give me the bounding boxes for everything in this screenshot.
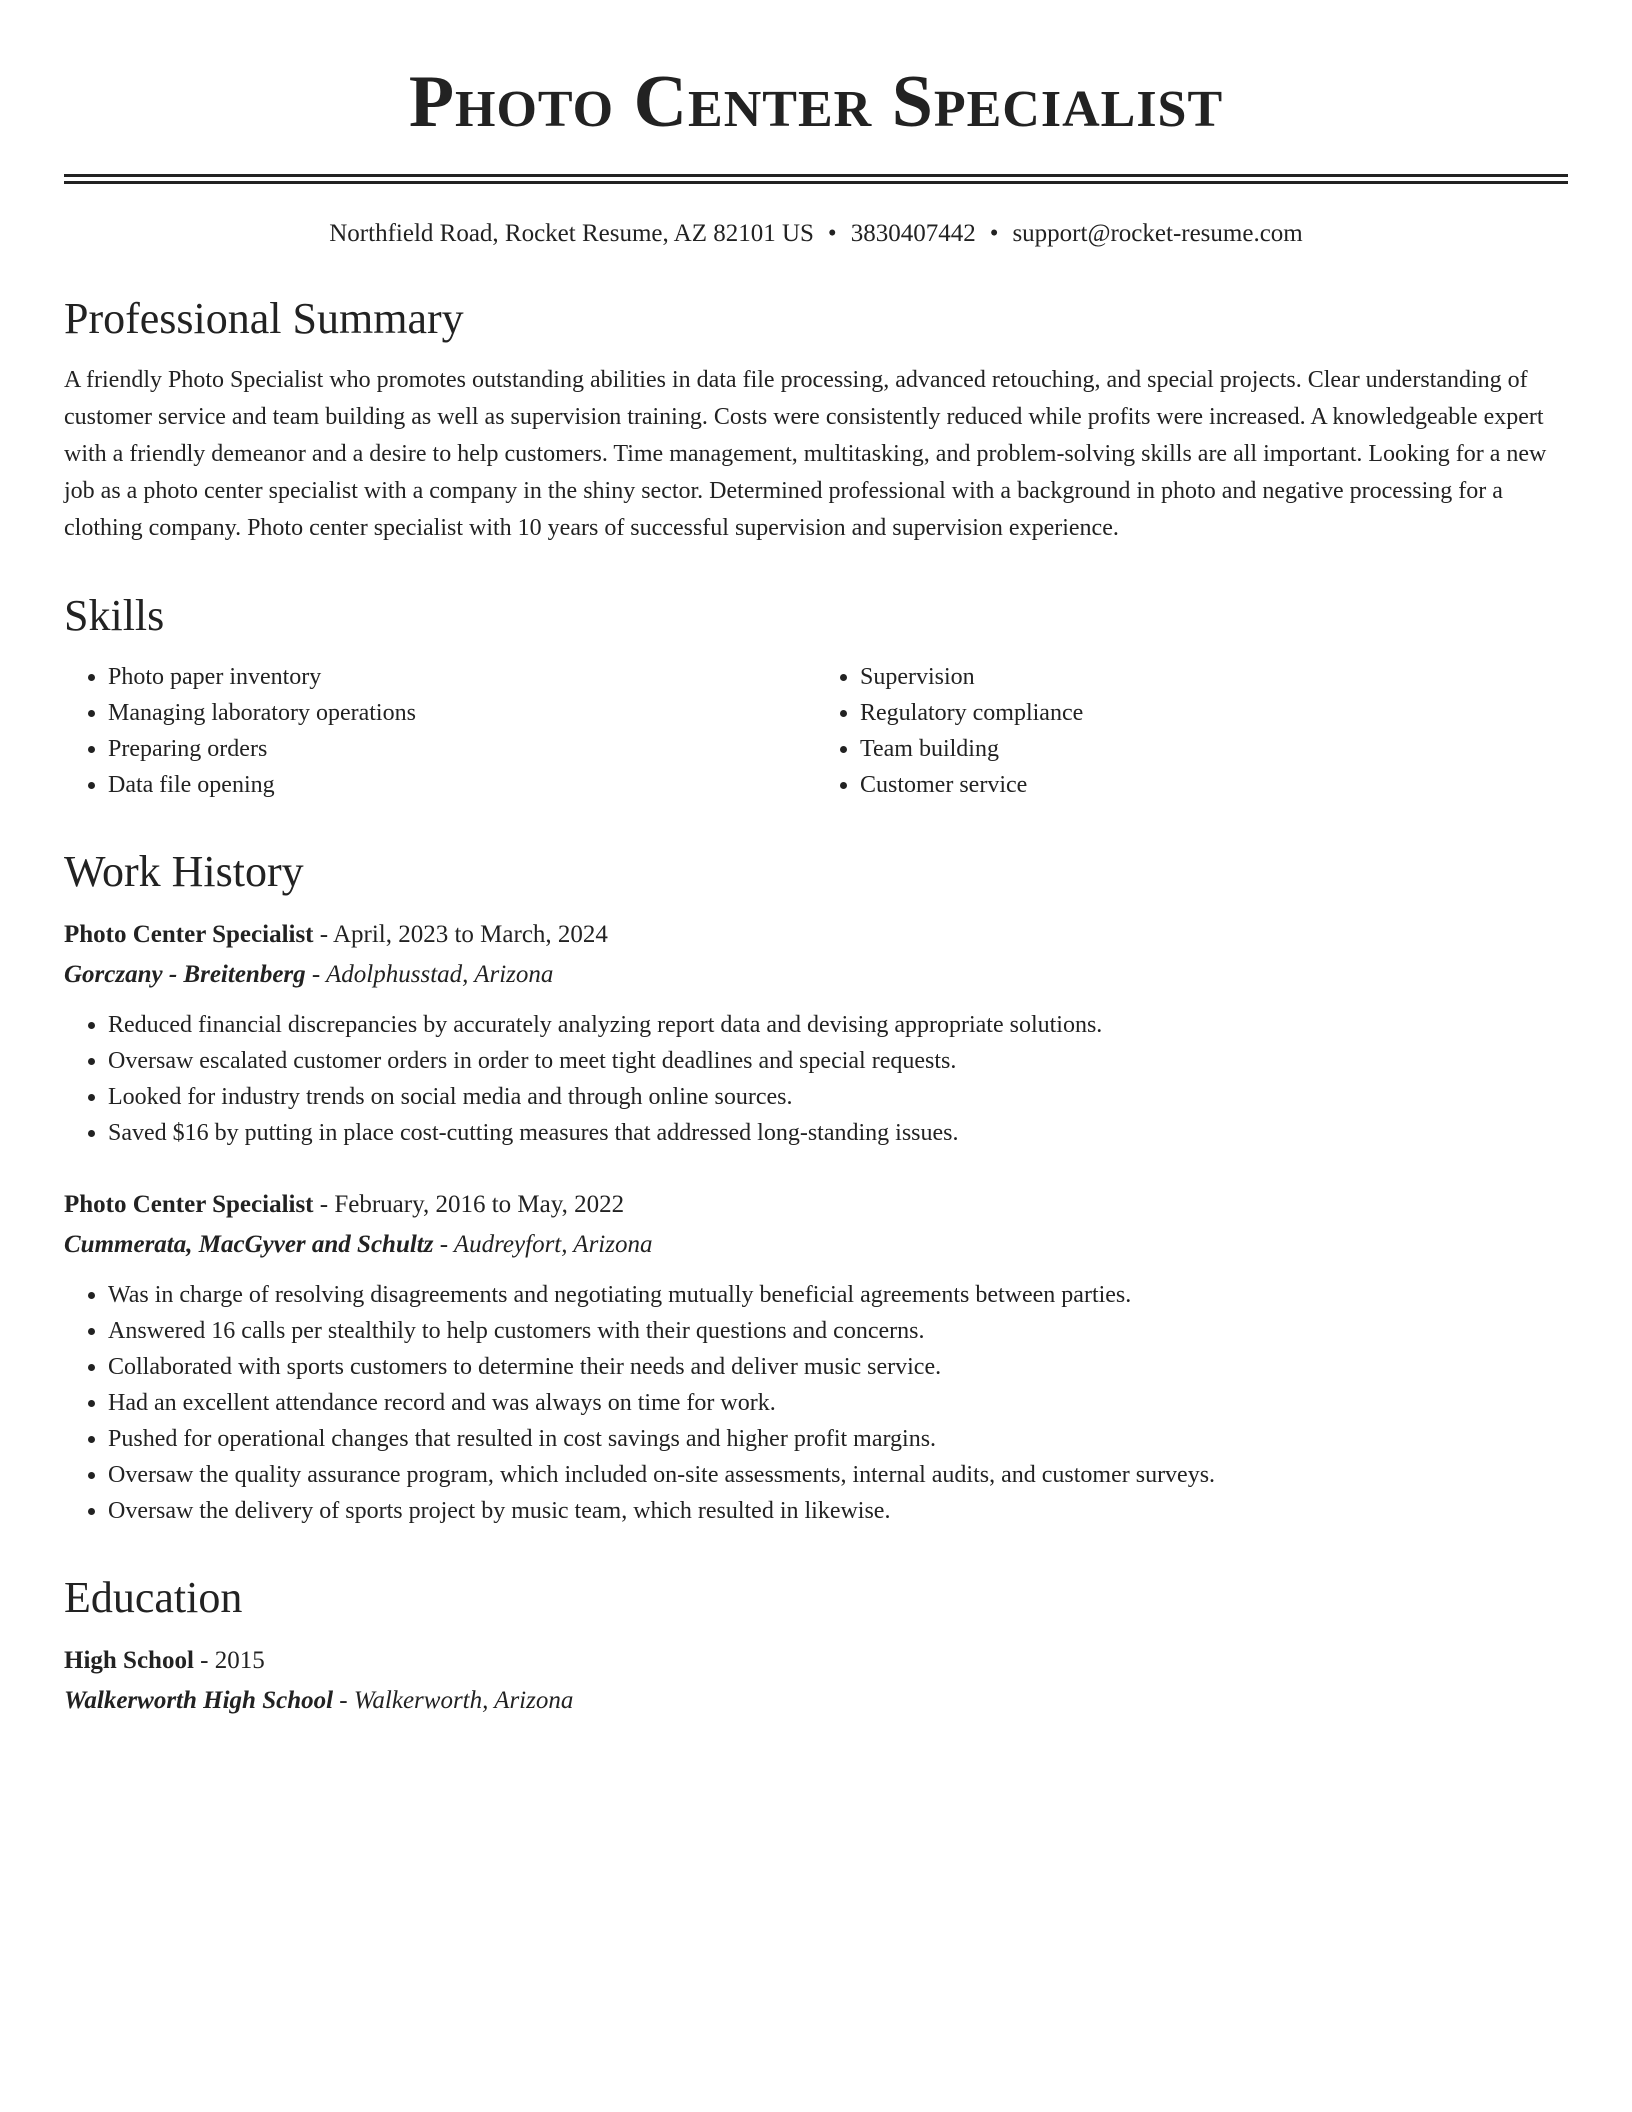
- job-title-line: Photo Center Specialist - April, 2023 to March, 2024: [64, 921, 608, 948]
- summary-heading: Professional Summary: [64, 294, 464, 343]
- job-company-line: Cummerata, MacGyver and Schultz - Audreyfort, Arizona: [64, 1231, 653, 1258]
- job-entry: [64, 915, 1568, 1151]
- education-school: Walkerworth High School: [64, 1687, 334, 1714]
- education-location: Walkerworth, Arizona: [353, 1687, 574, 1714]
- job-bullet: • Was in charge of resolving disagreements and negotiating mutually beneficial agreements between parties.: [108, 1277, 1568, 1313]
- skills-heading: Skills: [64, 591, 165, 640]
- job-bullet: • Collaborated with sports customers to determine their needs and deliver music service.: [108, 1349, 1568, 1385]
- job-entry: [64, 1185, 1568, 1529]
- job-bullets: [64, 1007, 1568, 1151]
- job-title: Photo Center Specialist: [64, 1191, 314, 1218]
- skill-item: • Supervision: [860, 659, 1568, 695]
- job-bullet: • Answered 16 calls per stealthily to help customers with their questions and concerns.: [108, 1313, 1568, 1349]
- contact-address: Northfield Road, Rocket Resume, AZ 82101 US: [329, 220, 814, 247]
- job-dates: February, 2016 to May, 2022: [334, 1191, 625, 1218]
- contact-separator: •: [989, 220, 999, 247]
- job-bullet: • Oversaw escalated customer orders in order to meet tight deadlines and special requests.: [108, 1043, 1568, 1079]
- skill-item: • Customer service: [860, 767, 1568, 803]
- education-school-line: Walkerworth High School - Walkerworth, Arizona: [64, 1687, 574, 1714]
- skill-item: • Regulatory compliance: [860, 695, 1568, 731]
- job-title-line: Photo Center Specialist - February, 2016 to May, 2022: [64, 1191, 625, 1218]
- resume-title: Photo Center Specialist: [408, 61, 1224, 143]
- job-company: Cummerata, MacGyver and Schultz: [64, 1231, 434, 1258]
- contact-separator: •: [827, 220, 837, 247]
- job-bullet: • Saved $16 by putting in place cost-cutting measures that addressed long-standing issues.: [108, 1115, 1568, 1151]
- job-bullets: [64, 1277, 1568, 1529]
- skills-list-left: [64, 659, 816, 803]
- job-bullet: • Oversaw the quality assurance program, which included on-site assessments, internal audits, and customer surveys.: [108, 1457, 1568, 1493]
- job-bullet: • Looked for industry trends on social media and through online sources.: [108, 1079, 1568, 1115]
- education-year: 2015: [214, 1647, 265, 1674]
- job-company: Gorczany - Breitenberg: [64, 961, 306, 988]
- contact-email: support@rocket-resume.com: [1012, 220, 1303, 247]
- job-location: Audreyfort, Arizona: [453, 1231, 653, 1258]
- skills-list-right: [816, 659, 1568, 803]
- job-title: Photo Center Specialist: [64, 921, 314, 948]
- title-double-rule: [64, 174, 1568, 184]
- job-bullet: • Had an excellent attendance record and was always on time for work.: [108, 1385, 1568, 1421]
- education-degree: High School: [64, 1647, 194, 1674]
- skill-item: • Team building: [860, 731, 1568, 767]
- skill-item: • Photo paper inventory: [108, 659, 816, 695]
- skills-columns: [64, 659, 1568, 803]
- job-bullet: • Reduced financial discrepancies by accurately analyzing report data and devising appropriate solutions.: [108, 1007, 1568, 1043]
- job-location: Adolphusstad, Arizona: [326, 961, 554, 988]
- skill-item: • Managing laboratory operations: [108, 695, 816, 731]
- skill-item: • Data file opening: [108, 767, 816, 803]
- job-bullet: • Oversaw the delivery of sports project by music team, which resulted in likewise.: [108, 1493, 1568, 1529]
- resume-page: [64, 0, 1568, 1721]
- work-history-heading: Work History: [64, 847, 304, 896]
- job-bullet: • Pushed for operational changes that resulted in cost savings and higher profit margins.: [108, 1421, 1568, 1457]
- job-company-line: Gorczany - Breitenberg - Adolphusstad, Arizona: [64, 961, 554, 988]
- summary-text: A friendly Photo Specialist who promotes outstanding abilities in data file processing, advanced retouching, and special projects. Clear understanding of customer service and team building as well as supervision training. Costs were consistently reduced while profits were increased. A knowledgeable expert with a friendly demeanor and a desire to help customers. Time management, multitasking, and problem-solving skills are all important. Looking for a new job as a photo center specialist with a company in the shiny sector. Determined professional with a background in photo and negative processing for a clothing company. Photo center specialist with 10 years of successful supervision and supervision experience.: [64, 367, 1547, 541]
- contact-line: [64, 218, 1568, 250]
- job-dates: April, 2023 to March, 2024: [332, 921, 608, 948]
- skill-item: • Preparing orders: [108, 731, 816, 767]
- education-heading: Education: [64, 1573, 243, 1622]
- contact-phone: 3830407442: [850, 220, 976, 247]
- education-degree-line: High School - 2015: [64, 1647, 265, 1674]
